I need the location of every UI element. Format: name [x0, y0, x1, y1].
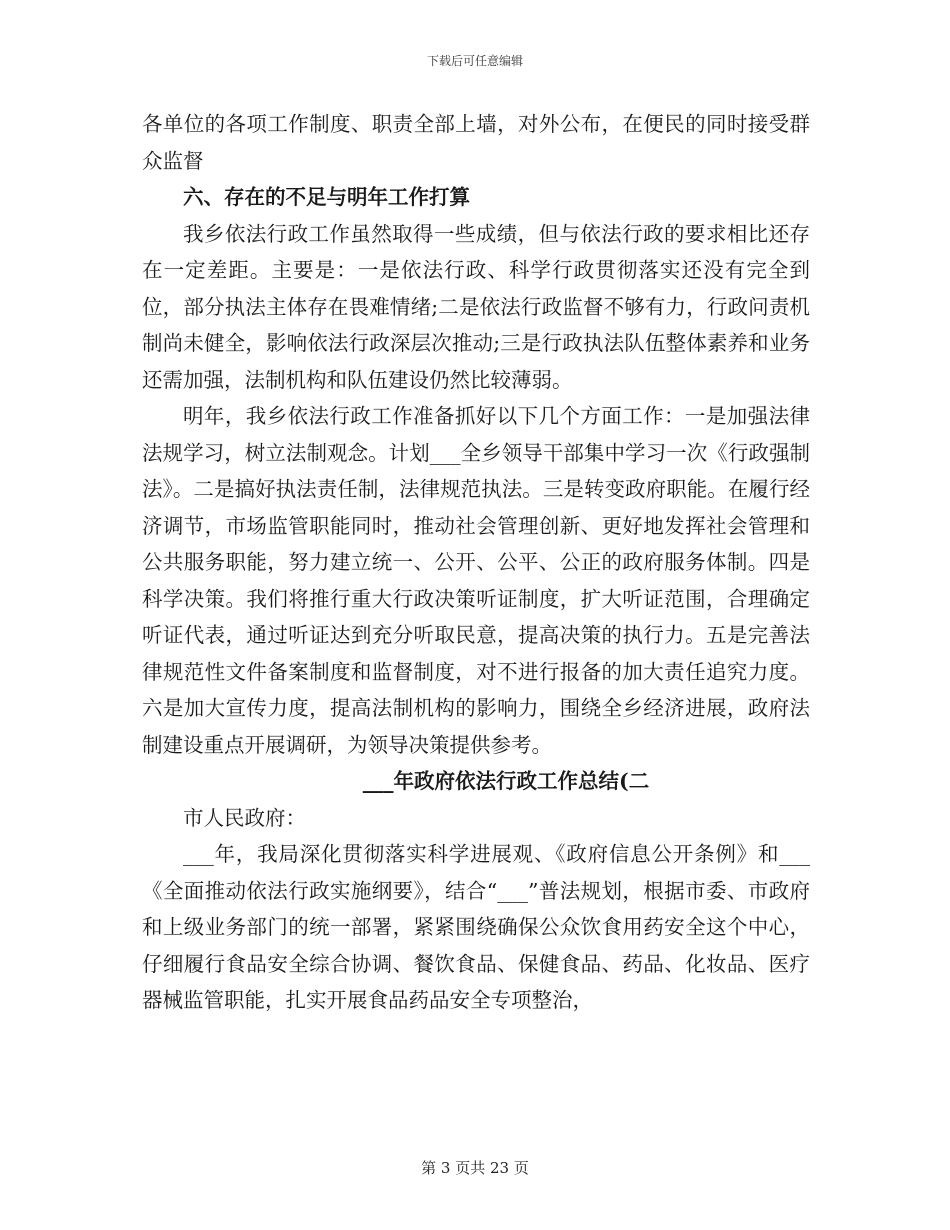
section-heading: 六、存在的不足与明年工作打算 — [183, 185, 470, 209]
paragraph-shortcomings: 我乡依法行政工作虽然取得一些成绩，但与依法行政的要求相比还存在一定差距。主要是：一是依法行政、科学行政贯彻落实还没有完全到位，部分执法主体存在畏难情绪;二是依法行政监督不够有力，行政问责机制尚未健全，影响依法行政深层次推动;三是行政执法队伍整体素养和业务还需加强，法制机构和队伍建设仍然比较薄弱。 — [142, 221, 810, 392]
paragraph-next-year-plan: 明年，我乡依法行政工作准备抓好以下几个方面工作：一是加强法律法规学习，树立法制观念。计划___全乡领导干部集中学习一次《行政强制法》。二是搞好执法责任制，法律规范执法。三是转变政府职能。在履行经济调节，市场监管职能同时，推动社会管理创新、更好地发挥社会管理和公共服务职能，努力建立统一、公开、公平、公正的政府服务体制。四是科学决策。我们将推行重大行政决策听证制度，扩大听证范围，合理确定听证代表，通过听证达到充分听取民意，提高决策的执行力。五是完善法律规范性文件备案制度和监督制度，对不进行报备的加大责任追究力度。六是加大宣传力度，提高法制机构的影响力，围绕全乡经济进展，政府法制建设重点开展调研，为领导决策提供参考。 — [142, 404, 810, 757]
salutation: 市人民政府： — [183, 805, 306, 830]
page-number: 第 3 页共 23 页 — [421, 1159, 529, 1177]
paragraph-continuation: 各单位的各项工作制度、职责全部上墙，对外公布，在便民的同时接受群众监督 — [142, 112, 810, 173]
page-header: 下载后可任意编辑 — [426, 54, 523, 68]
document-body — [142, 106, 810, 1019]
document-title: ___年政府依法行政工作总结(二 — [362, 769, 650, 793]
paragraph-intro: ___年，我局深化贯彻落实科学进展观、《政府信息公开条例》和___《全面推动依法行政实施纲要》，结合“___”普法规划，根据市委、市政府和上级业务部门的统一部署，紧紧围绕确保公众饮食用药安全这个中心，仔细履行食品安全综合协调、餐饮食品、保健食品、药品、化妆品、医疗器械监管职能，扎实开展食品药品安全专项整治， — [142, 842, 810, 1012]
